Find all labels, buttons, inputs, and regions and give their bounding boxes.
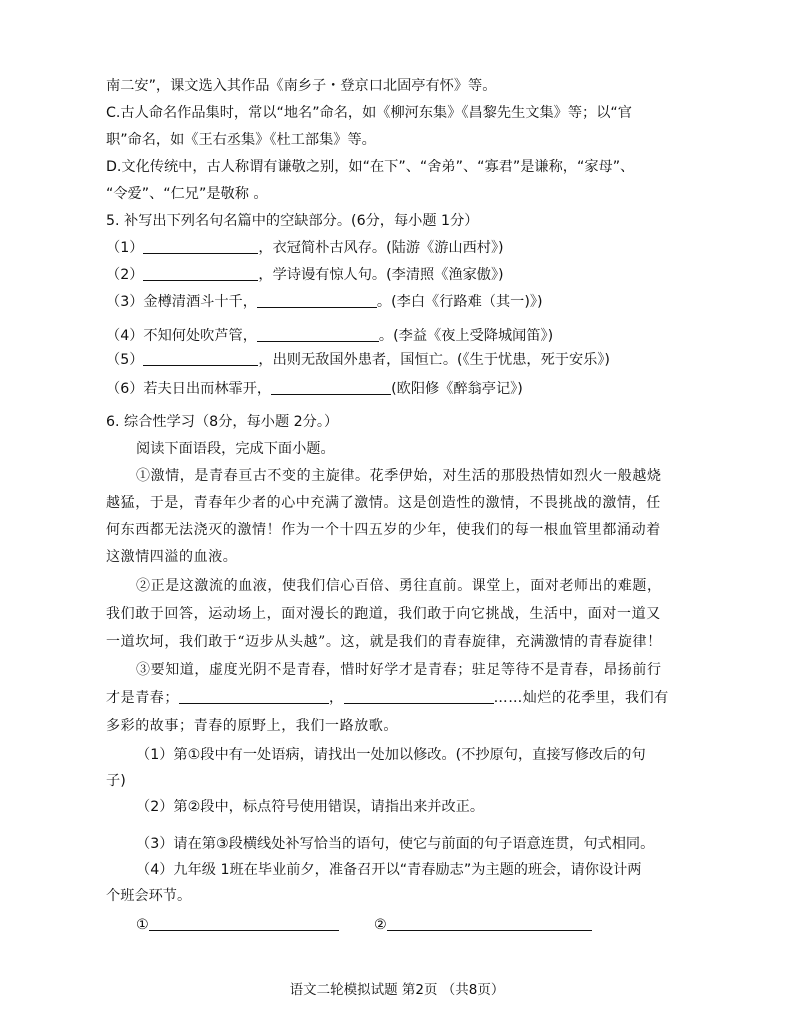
answer-blank[interactable] [344,689,494,704]
q5-item-1 [106,238,504,258]
q5-item-text: ，学诗谩有惊人句。(李清照《渔家傲》) [258,267,504,283]
page-footer: 语文二轮模拟试题 第2页 （共8页） [289,982,505,998]
passage-p2-line3: 一道坎坷，我们敢于“迈步从头越”。这，就是我们的青春旋律，充满激情的青春旋律！ [106,634,662,650]
passage-p3-line1: ③要知道，虚度光阴不是青春，惜时好学才是青春；驻足等待不是青春，昂扬前行 [136,662,662,678]
q5-item-number: （2） [106,267,144,283]
sub-question-3: （3）请在第③段横线处补写恰当的语句，使它与前面的句子语意连贯，句式相同。 [136,836,655,852]
option-d-line1: D.文化传统中，古人称谓有谦敬之别，如“在下”、“舍弟”、“寡君”是谦称，“家母”、 [106,159,635,175]
answer-blank[interactable] [387,916,592,931]
answer-number: ① [136,917,149,933]
q5-item-5 [106,350,610,370]
q5-item-4 [106,326,553,346]
answer-blank[interactable] [149,916,339,931]
answer-number: ② [374,917,387,933]
q5-item-number: （1） [106,240,144,256]
sub-question-1-line2: 子) [106,773,126,789]
answer-blank[interactable] [143,239,258,254]
answer-blank[interactable] [257,327,379,342]
passage-p1-line3: 何东西都无法浇灭的激情！作为一个十四五岁的少年，使我们的每一根血管里都涌动着 [106,522,661,538]
q5-item-text: ，出则无敌国外患者，国恒亡。(《生于忧患，死于安乐》) [258,352,610,368]
q5-item-text: (欧阳修《醉翁亭记》) [391,381,523,397]
q5-item-6 [106,379,523,399]
passage-p1-line4: 这激情四溢的血液。 [106,549,238,565]
question-5-title: 5. 补写出下列名句名篇中的空缺部分。(6分，每小题 1分） [106,213,479,229]
passage-p3-line2 [106,688,669,708]
option-c-line2: 职”命名，如《王右丞集》《杜工部集》等。 [106,132,376,148]
q5-item-pre: 若夫日出而林霏开， [143,381,272,397]
q5-item-number: （4） [106,328,144,344]
q5-item-pre: 金樽清酒斗十千， [143,294,257,310]
passage-text: ， [329,690,344,706]
passage-p2-line1: ②正是这激流的血液，使我们信心百倍、勇往直前。课堂上，面对老师出的难题， [136,578,662,594]
sub-question-4-line2: 个班会环节。 [106,888,192,904]
option-c-line1: C.古人命名作品集时，常以“地名”命名，如《柳河东集》《昌黎先生文集》等；以“官 [106,105,632,121]
passage-p2-line2: 我们敢于回答，运动场上，面对漫长的跑道，我们敢于向它挑战，生活中，面对一道又 [106,606,661,622]
passage-p3-line3: 多彩的故事；青春的原野上，我们一路放歌。 [106,718,398,734]
answer-line-2 [374,915,592,935]
passage-text: 才是青春； [106,690,179,706]
answer-line-1 [136,915,339,935]
answer-blank[interactable] [257,293,377,308]
q5-item-2 [106,265,504,285]
q5-item-number: （6） [106,381,144,397]
answer-blank[interactable] [179,689,329,704]
passage-p1-line1: ①激情，是青春亘古不变的主旋律。花季伊始，对生活的那股热情如烈火一般越烧 [136,468,662,484]
sub-question-2: （2）第②段中，标点符号使用错误，请指出来并改正。 [136,799,485,815]
q5-item-text: ，衣冠简朴古风存。(陆游《游山西村》) [258,240,504,256]
q5-item-number: （3） [106,294,144,310]
q5-item-number: （5） [106,352,144,368]
question-6-intro: 阅读下面语段，完成下面小题。 [136,441,335,457]
q5-item-text: 。(李白《行路难（其一)》) [376,294,543,310]
q5-item-3 [106,292,543,312]
passage-p1-line2: 越猛，于是，青春年少者的心中充满了激情。这是创造性的激情，不畏挑战的激情，任 [106,495,661,511]
sub-question-1-line1: （1）第①段中有一处语病，请找出一处加以修改。(不抄原句，直接写修改后的句 [136,747,646,763]
q5-item-pre: 不知何处吹芦管， [143,328,257,344]
answer-blank[interactable] [271,380,391,395]
question-6-title: 6. 综合性学习（8分，每小题 2分。） [106,414,339,430]
passage-text: ……灿烂的花季里，我们有 [493,690,669,706]
answer-blank[interactable] [143,351,258,366]
option-b-continuation: 南二安”，课文选入其作品《南乡子・登京口北固亭有怀》等。 [106,78,497,94]
option-d-line2: “令爱”、“仁兄”是敬称 。 [106,186,268,202]
q5-item-text: 。(李益《夜上受降城闻笛》) [378,328,554,344]
answer-blank[interactable] [143,266,258,281]
sub-question-4-line1: （4）九年级 1班在毕业前夕，准备召开以“青春励志”为主题的班会，请你设计两 [136,862,642,878]
